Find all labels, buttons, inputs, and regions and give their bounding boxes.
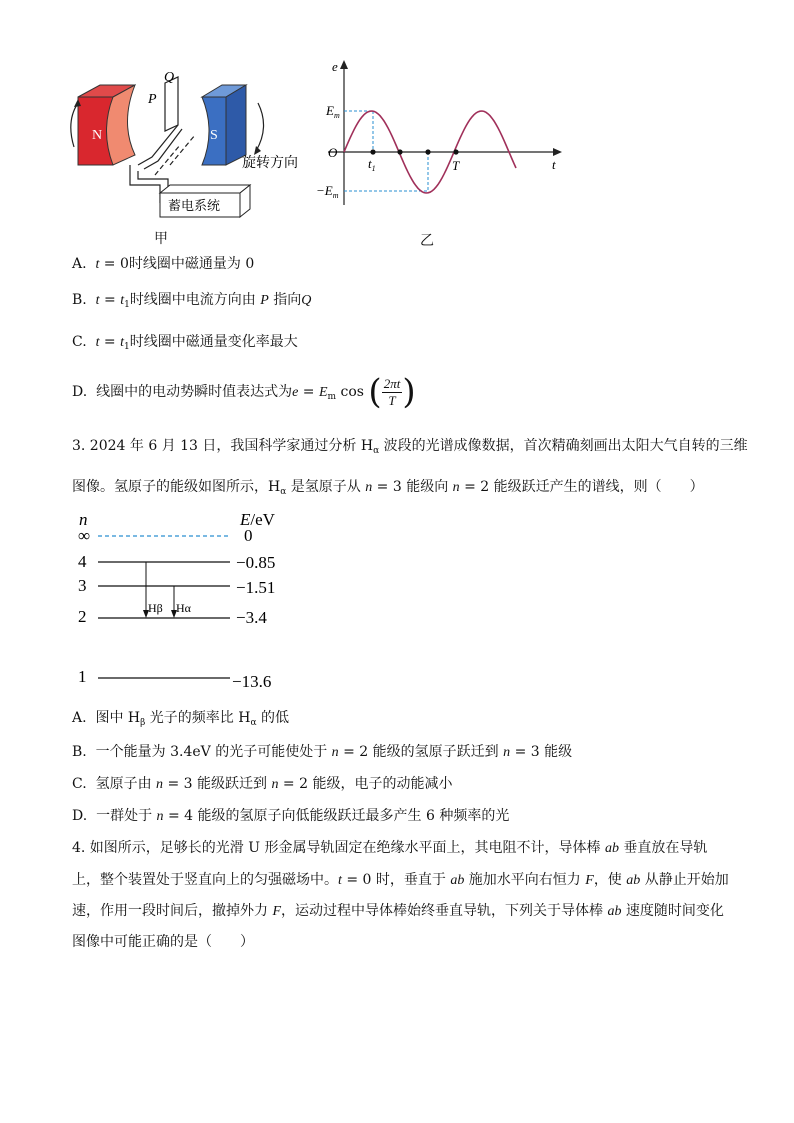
north-magnet — [78, 85, 135, 165]
q4-stem-line4: 图像中可能正确的是（ ） — [72, 934, 254, 950]
generator-figure — [60, 55, 320, 230]
caption-jia: 甲 — [154, 231, 168, 247]
emf-graph — [318, 55, 578, 215]
level-2-energy: −3.4 — [236, 608, 267, 627]
level-3-n: 3 — [78, 576, 87, 595]
y-axis-arrow — [340, 60, 348, 69]
em-label: $E_m$ — [326, 103, 340, 120]
q3-stem-line2: 图像。氢原子的能级如图所示，$H_\alpha$ 是氢原子从 n = 3 能级向 n = 2 能级跃迁产生的谱线，则（ ） — [72, 479, 704, 497]
T-label: T — [452, 158, 460, 173]
level-3-energy: −1.51 — [236, 578, 276, 597]
q2-option-c[interactable]: C. $t = t_1$时线圈中磁通量变化率最大 — [72, 334, 298, 352]
q-label: Q — [164, 70, 175, 85]
y-axis-label: e — [332, 59, 338, 74]
x-axis-arrow — [553, 148, 562, 156]
q3-stem-line1: 3. 2024 年 6 月 13 日，我国科学家通过分析 $H_\alpha$ 波段的光谱成像数据，首次精确刻画出太阳大气自转的三维 — [72, 438, 748, 456]
level-4-n: 4 — [78, 552, 87, 571]
halpha-label: Hα — [176, 601, 191, 615]
n-header: n — [79, 510, 88, 529]
point-T — [453, 149, 458, 154]
q2-option-b[interactable]: B. $t = t_1$时线圈中电流方向由 P 指向Q — [72, 292, 312, 310]
level-1-n: 1 — [78, 667, 87, 686]
direction-label: 旋转方向 — [242, 156, 298, 171]
north-label: N — [92, 128, 103, 143]
x-axis-label: t — [552, 157, 556, 172]
q2-option-a[interactable]: A. t = 0时线圈中磁通量为 0 — [72, 256, 255, 272]
point-min — [425, 149, 430, 154]
storage-box — [160, 185, 250, 217]
q3-option-d[interactable]: D. 一群处于 n = 4 能级的氢原子向低能级跃迁最多产生 6 种频率的光 — [72, 808, 510, 824]
caption-yi: 乙 — [420, 233, 434, 249]
level-inf-n: ∞ — [78, 526, 91, 545]
q4-stem-line1: 4. 如图所示，足够长的光滑 U 形金属导轨固定在绝缘水平面上，其电阻不计，导体棒 ab 垂直放在导轨 — [72, 840, 708, 856]
left-paren: ( — [368, 372, 382, 412]
q3-option-c[interactable]: C. 氢原子由 n = 3 能级跃迁到 n = 2 能级，电子的动能减小 — [72, 776, 453, 792]
south-label: S — [210, 128, 218, 143]
t1-label: $t_1$ — [368, 156, 376, 173]
e-header: E/eV — [240, 510, 275, 529]
storage-label: 蓄电系统 — [168, 198, 221, 213]
point-t1 — [370, 149, 375, 154]
right-paren: ) — [402, 372, 416, 412]
south-magnet — [202, 85, 246, 165]
level-2-n: 2 — [78, 607, 87, 626]
q2-option-d[interactable]: D. 线圈中的电动势瞬时值表达式为$e = E_m$ cos ( $\frac{2\pi t}{T}$ ) — [72, 372, 416, 412]
rotation-arrow-left — [71, 103, 78, 147]
point-zero-1 — [397, 149, 402, 154]
q4-stem-line2: 上，整个装置处于竖直向上的匀强磁场中。t = 0 时，垂直于 ab 施加水平向右恒力 F，使 ab 从静止开始加 — [72, 872, 729, 888]
q3-option-b[interactable]: B. 一个能量为 3.4eV 的光子可能使处于 n = 2 能级的氢原子跃迁到 n = 3 能级 — [72, 744, 573, 760]
rotation-arrow-right — [256, 103, 264, 151]
origin-label: O — [328, 145, 338, 160]
neg-em-label: $-E_m$ — [316, 183, 339, 200]
p-label: P — [148, 92, 157, 107]
q3-option-a[interactable]: A. 图中 $H_\beta$ 光子的频率比 $H_\alpha$ 的低 — [72, 710, 289, 728]
energy-level-diagram — [70, 505, 300, 697]
hbeta-label: Hβ — [148, 601, 163, 615]
fraction: $\frac{2\pi t}{T}$ — [383, 375, 401, 408]
level-1-energy: −13.6 — [232, 672, 272, 691]
q4-stem-line3: 速，作用一段时间后，撤掉外力 F，运动过程中导体棒始终垂直导轨，下列关于导体棒 ab 速度随时间变化 — [72, 903, 724, 919]
level-inf-energy: 0 — [244, 526, 253, 545]
level-4-energy: −0.85 — [236, 553, 276, 572]
